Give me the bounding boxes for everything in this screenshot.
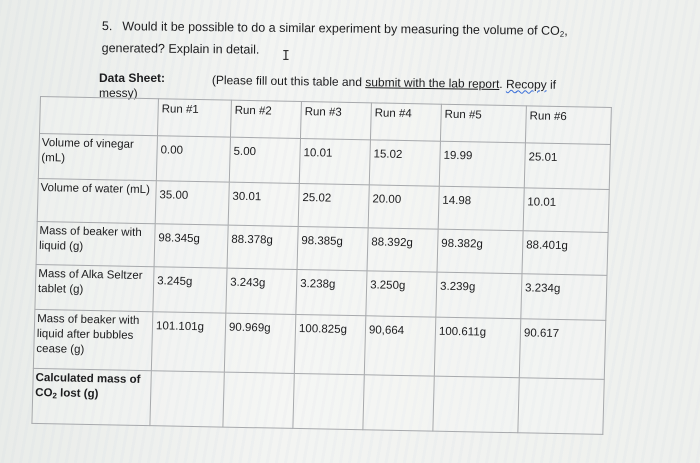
cell[interactable]: 10.01 [523, 188, 609, 233]
note-submit-underlined: submit with the lab report [365, 75, 500, 92]
row-label-vinegar: Volume of vinegar (mL) [38, 133, 157, 180]
co2-label-post: lost (g) [56, 387, 99, 401]
header-run-3: Run #3 [300, 102, 371, 140]
cell[interactable]: 88.401g [522, 231, 608, 276]
question-5: 5. Would it be possible to do a similar experiment by measuring the volume of $CO_2$, generated? Explain in detail. [101, 18, 568, 57]
cell[interactable]: 3.250g [366, 271, 437, 317]
row-label-co2-lost [32, 368, 151, 425]
cell[interactable] [518, 378, 604, 435]
cell[interactable]: 98.345g [154, 224, 228, 268]
question-number: 5. [101, 18, 113, 34]
cell[interactable]: 20.00 [368, 185, 439, 229]
cell[interactable]: 25.01 [524, 143, 610, 190]
header-run-6: Run #6 [525, 106, 611, 145]
cell[interactable]: 3.238g [296, 269, 367, 315]
cell[interactable]: 90.969g [224, 313, 296, 373]
note-part-3: if [546, 77, 557, 92]
cell[interactable]: 5.00 [229, 137, 300, 183]
note-recopy: Recopy [505, 77, 547, 92]
header-run-2: Run #2 [230, 100, 301, 138]
data-sheet-messy: messy) [99, 86, 138, 100]
row-label-beaker-after: Mass of beaker with liquid after bubbles cease (g) [33, 309, 153, 370]
cell[interactable]: 30.01 [228, 182, 299, 226]
cell[interactable] [223, 372, 294, 428]
co2-label-pre: Calculated mass of CO [35, 371, 141, 400]
question-line-2: generated? Explain in detail. [101, 40, 260, 57]
table-row [33, 309, 605, 379]
question-co2-subscript: 2 [559, 29, 565, 39]
cell[interactable]: 25.02 [298, 183, 369, 227]
cell[interactable]: 3.245g [153, 267, 227, 313]
header-cell-empty [40, 97, 159, 136]
note-part-1: (Please fill out this table and [211, 72, 366, 90]
cell[interactable]: 0.00 [156, 136, 230, 182]
cell[interactable] [293, 373, 364, 429]
cell[interactable]: 88.392g [367, 228, 438, 272]
cell[interactable]: 101.101g [151, 312, 226, 372]
cell[interactable]: 90.617 [519, 319, 606, 380]
cell[interactable]: 19.99 [439, 141, 525, 188]
cell[interactable] [433, 376, 519, 433]
cell[interactable]: 3.239g [436, 272, 522, 319]
cell[interactable]: 100.825g [294, 314, 366, 374]
cell[interactable] [363, 375, 434, 431]
text-cursor-icon: I [282, 49, 290, 64]
data-table-wrapper [32, 96, 660, 428]
data-sheet-label: Data Sheet: [99, 71, 166, 85]
cell[interactable]: 100.611g [434, 317, 521, 378]
cell[interactable]: 3.234g [521, 274, 607, 321]
row-label-water: Volume of water (mL) [37, 178, 156, 223]
cell[interactable]: 15.02 [369, 140, 440, 186]
header-run-1: Run #1 [157, 99, 231, 137]
row-label-alka-seltzer: Mass of Alka Seltzer tablet (g) [35, 264, 154, 311]
data-table [31, 96, 611, 435]
co2-label-subscript: 2 [52, 391, 57, 401]
header-run-5: Run #5 [440, 104, 526, 143]
question-line-1: Would it be possible to do a similar experiment by measuring the volume of CO [122, 19, 560, 38]
data-sheet-note [212, 72, 556, 93]
cell[interactable]: 10.01 [299, 139, 370, 185]
cell[interactable]: 98.385g [297, 226, 368, 270]
table-row [32, 368, 604, 434]
cell[interactable]: 98.382g [437, 229, 523, 274]
cell[interactable]: 3.243g [226, 268, 297, 314]
cell[interactable] [150, 371, 224, 427]
cell[interactable]: 88.378g [227, 225, 298, 269]
cell[interactable]: 90,664 [364, 316, 436, 376]
cell[interactable]: 14.98 [438, 186, 524, 231]
row-label-beaker-liquid: Mass of beaker with liquid (g) [36, 221, 155, 266]
cell[interactable]: 35.00 [155, 181, 229, 225]
note-part-2: . [499, 77, 507, 92]
header-run-4: Run #4 [370, 103, 441, 141]
